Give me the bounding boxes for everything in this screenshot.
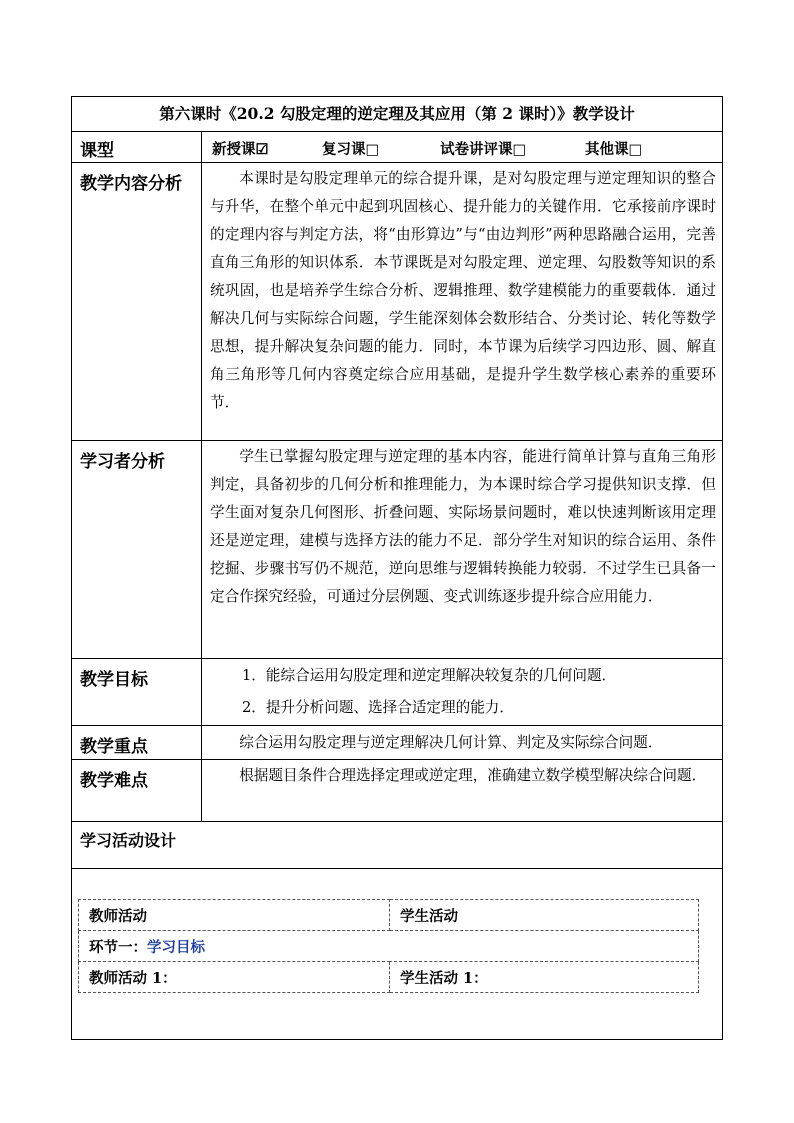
learner-analysis-label-cell [72,441,202,659]
key-points-label-cell [72,726,202,760]
difficulties-text: 根据题目条件合理选择定理或逆定理，准确建立数学模型解决综合问题． [239,767,707,784]
lesson-plan [71,96,722,1040]
key-points-label: 教学重点 [80,737,148,757]
teacher-activity-header: 教师活动 [79,900,390,931]
course-type-label: 课型 [80,141,114,161]
option-other-lesson: 其他课□ [585,141,643,158]
difficulties-cell [202,760,723,822]
teacher-activity-1: 教师活动 1： [79,962,390,993]
course-type-options [202,132,723,163]
activity-design-cell [72,869,723,1040]
key-points-text: 综合运用勾股定理与逆定理解决几何计算、判定及实际综合问题． [239,734,663,751]
activity-design-label: 学习活动设计 [80,831,177,850]
activity-table [78,899,699,993]
student-activity-1: 学生活动 1： [390,962,699,993]
course-type-label-cell [72,132,202,163]
learner-analysis-cell [202,441,723,659]
option-new-lesson: 新授课☑ [212,141,269,158]
document-title: 第六课时《20.2 勾股定理的逆定理及其应用（第 2 课时）》教学设计 [72,97,723,132]
key-points-cell [202,726,723,760]
difficulties-label: 教学难点 [80,771,148,791]
section-one-name: 学习目标 [147,938,205,956]
objective-item: 2．提升分析问题、选择合适定理的能力． [242,699,514,716]
difficulties-label-cell [72,760,202,822]
option-review-lesson: 复习课□ [322,141,380,158]
option-exam-review-lesson: 试卷讲评课□ [440,141,527,158]
objectives-label: 教学目标 [80,670,148,690]
content-analysis-label-cell [72,163,202,441]
activity-design-title-cell [72,822,723,869]
learner-analysis-text: 学生已掌握勾股定理与逆定理的基本内容，能进行简单计算与直角三角形判定，具备初步的几何分析和推理能力，为本课时综合学习提供知识支撑．但学生面对复杂几何图形、折叠问题、实际场景问题时，难以快速判断该用定理还是逆定理，建模与选择方法的能力不足．部分学生对知识的综合运用、条件挖掘、步骤书写仍不规范，逆向思维与逻辑转换能力较弱．不过学生已具备一定合作探究经验，可通过分层例题、变式训练逐步提升综合应用能力． [210,448,717,605]
content-analysis-text: 本课时是勾股定理单元的综合提升课，是对勾股定理与逆定理知识的整合与升华，在整个单元中起到巩固核心、提升能力的关键作用．它承接前序课时的定理内容与判定方法，将“由形算边”与“由边判形”两种思路融合运用，完善直角三角形的知识体系．本节课既是对勾股定理、逆定理、勾股数等知识的系统巩固，也是培养学生综合分析、逻辑推理、数学建模能力的重要载体．通过解决几何与实际综合问题，学生能深刻体会数形结合、分类讨论、转化等数学思想，提升解决复杂问题的能力．同时，本节课为后续学习四边形、圆、解直角三角形等几何内容奠定综合应用基础，是提升学生数学核心素养的重要环节． [210,170,717,411]
learner-analysis-label: 学习者分析 [80,452,165,472]
objective-item: 1．能综合运用勾股定理和逆定理解决较复杂的几何问题． [242,667,617,684]
student-activity-header: 学生活动 [390,900,699,931]
objectives-label-cell [72,659,202,726]
content-analysis-label: 教学内容分析 [80,174,182,194]
lesson-plan-table [71,96,723,1040]
section-one-row [79,931,699,962]
section-one-prefix: 环节一： [89,938,147,956]
objectives-cell [202,659,723,726]
content-analysis-cell [202,163,723,441]
